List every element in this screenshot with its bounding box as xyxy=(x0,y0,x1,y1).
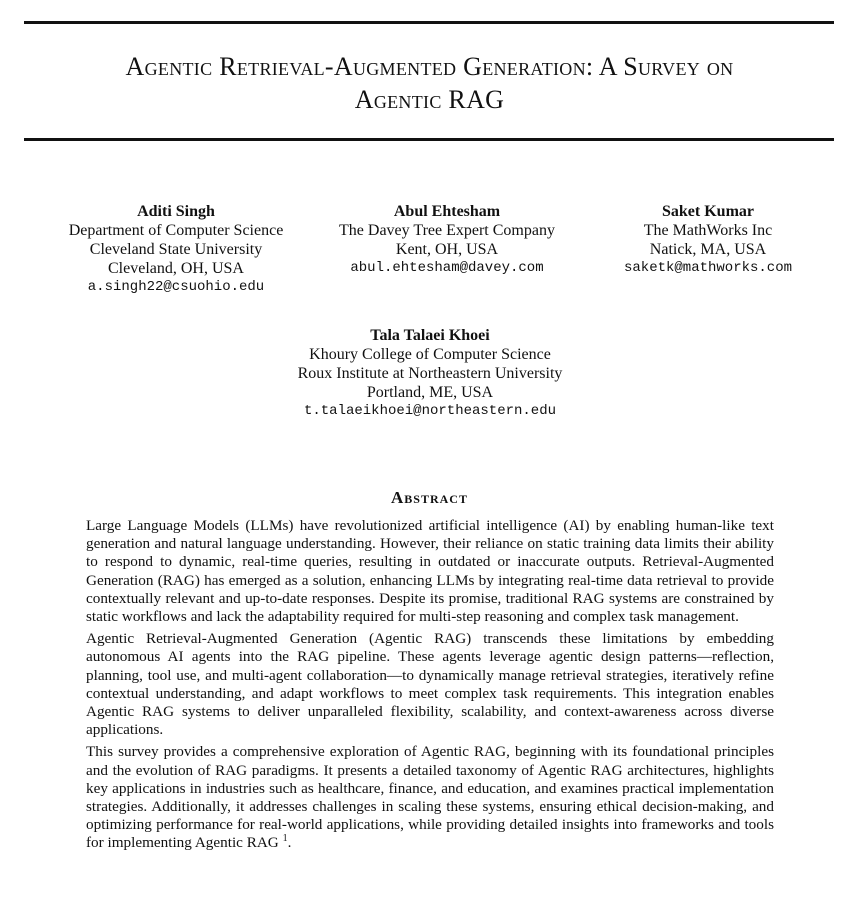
author-name: Saket Kumar xyxy=(662,203,754,220)
author-location: Kent, OH, USA xyxy=(395,241,499,258)
author-email: t.talaeikhoei@northeastern.edu xyxy=(303,403,557,419)
author-name: Abul Ehtesham xyxy=(393,203,501,220)
title-top-rule xyxy=(24,21,834,24)
author-institution: Cleveland State University xyxy=(89,241,263,258)
abstract-paragraph-text: This survey provides a comprehensive exploration of Agentic RAG, beginning with its foundational principles and the evolution of RAG paradigms. It presents a detailed taxonomy of Agentic RAG architectures, highlights key applications in industries such as healthcare, finance, and education, and examines practical implementation strategies. Additionally, it addresses challenges in scaling these systems, ensuring ethical decision-making, and optimizing performance for real-world applications, while providing detailed insights into frameworks and tools for implementing Agentic RAG xyxy=(86,743,774,852)
author-location: Cleveland, OH, USA xyxy=(108,260,244,277)
author-block xyxy=(322,202,572,278)
author-block xyxy=(280,326,580,421)
author-email: saketk@mathworks.com xyxy=(623,260,793,276)
author-email: a.singh22@csuohio.edu xyxy=(87,279,265,295)
abstract-paragraph: Agentic Retrieval-Augmented Generation (Agentic RAG) transcends these limitations by embedding autonomous AI agents into the RAG pipeline. These agents leverage agentic design patterns—reflection, planning, tool use, and multi-agent collaboration—to dynamically manage retrieval strategies, iteratively refine contextual understanding, and adapt workflows to meet complex task requirements. This integration enables Agentic RAG systems to deliver unparalleled flexibility, scalability, and context-awareness across diverse applications. xyxy=(86,630,774,739)
end-punctuation: . xyxy=(287,834,292,852)
author-email: abul.ehtesham@davey.com xyxy=(350,260,544,276)
author-institution: The Davey Tree Expert Company xyxy=(339,222,555,239)
title-line-2: Agentic RAG xyxy=(354,85,505,114)
author-name: Aditi Singh xyxy=(137,203,215,220)
title-line-1: Agentic Retrieval-Augmented Generation: A Survey on xyxy=(125,52,734,81)
author-institution: The MathWorks Inc xyxy=(643,222,773,239)
author-department: Department of Computer Science xyxy=(68,222,284,239)
author-name: Tala Talaei Khoei xyxy=(370,327,490,344)
author-institution: Roux Institute at Northeastern University xyxy=(297,365,563,382)
title-bottom-rule xyxy=(24,138,834,141)
footnote-marker[interactable]: 1 xyxy=(282,833,288,845)
abstract-paragraph: Large Language Models (LLMs) have revolutionized artificial intelligence (AI) by enabling human-like text generation and natural language understanding. However, their reliance on static training data limits their ability to respond to dynamic, real-time queries, resulting in outdated or inaccurate outputs. Retrieval-Augmented Generation (RAG) has emerged as a solution, enhancing LLMs by integrating real-time data retrieval to provide contextually relevant and up-to-date responses. Despite its promise, traditional RAG systems are constrained by static workflows and lack the adaptability required for multi-step reasoning and complex task management. xyxy=(86,517,774,626)
abstract-paragraph xyxy=(86,743,774,852)
author-block xyxy=(590,202,826,278)
abstract-heading: Abstract xyxy=(391,488,468,507)
paper-title xyxy=(0,50,859,116)
author-location: Portland, ME, USA xyxy=(366,384,494,401)
author-location: Natick, MA, USA xyxy=(649,241,767,258)
author-department: Khoury College of Computer Science xyxy=(309,346,551,363)
abstract-body xyxy=(86,517,774,857)
author-block xyxy=(46,202,306,297)
